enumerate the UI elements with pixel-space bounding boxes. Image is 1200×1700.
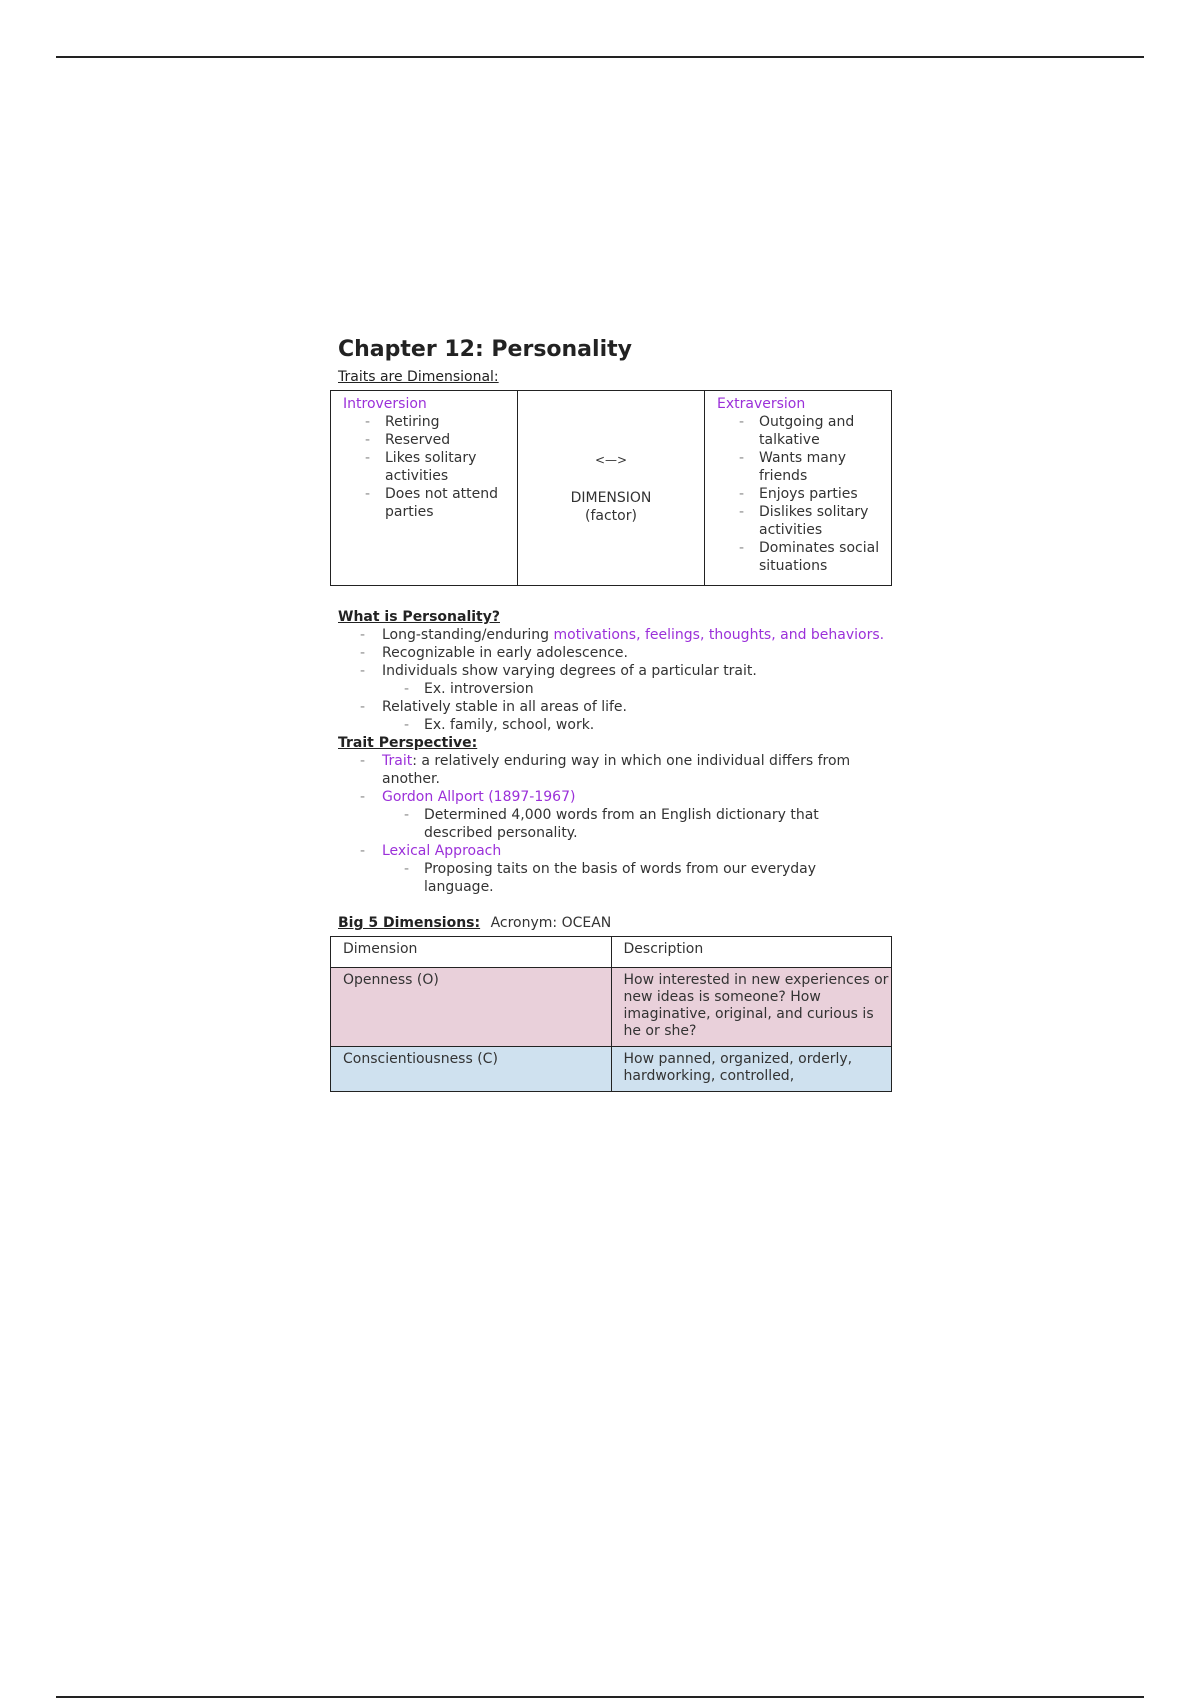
extraversion-list	[717, 413, 891, 575]
list-item: - Ex. family, school, work.	[424, 716, 890, 734]
list-item: - Reserved	[385, 431, 517, 449]
extraversion-heading: Extraversion	[717, 396, 806, 412]
trait-perspective-section	[338, 734, 890, 896]
list-item	[382, 788, 890, 842]
list-item: - Dominates social situations	[759, 539, 891, 575]
allport-name: Gordon Allport (1897-1967)	[382, 789, 576, 805]
big5-section	[338, 914, 890, 932]
list-item: - Retiring	[385, 413, 517, 431]
dimension-arrow: <—>	[594, 453, 628, 467]
column-header: Description	[611, 937, 892, 968]
list-item: - Proposing taits on the basis of words from our everyday language.	[424, 860, 890, 896]
list-item	[382, 698, 890, 734]
dimension-cell: Conscientiousness (C)	[331, 1047, 612, 1092]
trait-def: : a relatively enduring way in which one individual differs from another.	[382, 753, 851, 787]
list-item	[382, 626, 890, 644]
trait-term: Trait	[382, 753, 413, 769]
traits-heading: Traits are Dimensional:	[338, 369, 499, 385]
dimension-table	[330, 390, 892, 586]
list-item: - Does not attend parties	[385, 485, 517, 521]
lexical-approach: Lexical Approach	[382, 843, 502, 859]
trait-perspective-list	[338, 752, 890, 896]
dimension-sublabel: (factor)	[585, 508, 637, 524]
introversion-heading: Introversion	[343, 396, 427, 412]
list-item	[382, 842, 890, 896]
what-is-list	[338, 626, 890, 734]
b4-text: Relatively stable in all areas of life.	[382, 699, 627, 715]
list-item: - Determined 4,000 words from an English dictionary that described personality.	[424, 806, 890, 842]
list-item: - Ex. introversion	[424, 680, 890, 698]
extraversion-cell	[705, 391, 892, 586]
what-is-heading: What is Personality?	[338, 609, 500, 625]
list-item	[382, 662, 890, 698]
what-is-section	[338, 608, 890, 734]
column-header: Dimension	[331, 937, 612, 968]
table-row	[331, 968, 892, 1047]
b1-highlight: motivations, feelings, thoughts, and behaviors.	[553, 627, 885, 643]
sub-list	[382, 680, 890, 698]
table-header-row	[331, 937, 892, 968]
b3-text: Individuals show varying degrees of a particular trait.	[382, 663, 757, 679]
sub-list	[382, 716, 890, 734]
list-item: - Recognizable in early adolescence.	[382, 644, 890, 662]
introversion-cell	[331, 391, 518, 586]
introversion-list	[343, 413, 517, 521]
description-cell: How interested in new experiences or new ideas is someone? How imaginative, original, and curious is he or she?	[611, 968, 892, 1047]
dimension-label: DIMENSION	[570, 490, 652, 506]
bottom-rule	[56, 1696, 1144, 1698]
list-item: - Outgoing and talkative	[759, 413, 891, 449]
list-item	[382, 752, 890, 788]
big5-table	[330, 936, 892, 1092]
table-row	[331, 1047, 892, 1092]
dimension-cell	[518, 391, 705, 586]
top-rule	[56, 56, 1144, 58]
document-page	[330, 336, 890, 1092]
big5-heading: Big 5 Dimensions:	[338, 915, 481, 931]
list-item: - Likes solitary activities	[385, 449, 517, 485]
page-title: Chapter 12: Personality	[338, 337, 632, 362]
dimension-cell: Openness (O)	[331, 968, 612, 1047]
list-item: - Enjoys parties	[759, 485, 891, 503]
b1-text: Long-standing/enduring	[382, 627, 554, 643]
list-item: - Dislikes solitary activities	[759, 503, 891, 539]
list-item: - Wants many friends	[759, 449, 891, 485]
sub-list	[382, 806, 890, 842]
big5-acronym: Acronym: OCEAN	[490, 915, 612, 931]
sub-list	[382, 860, 890, 896]
description-cell: How panned, organized, orderly, hardworking, controlled,	[611, 1047, 892, 1092]
trait-perspective-heading: Trait Perspective:	[338, 735, 478, 751]
